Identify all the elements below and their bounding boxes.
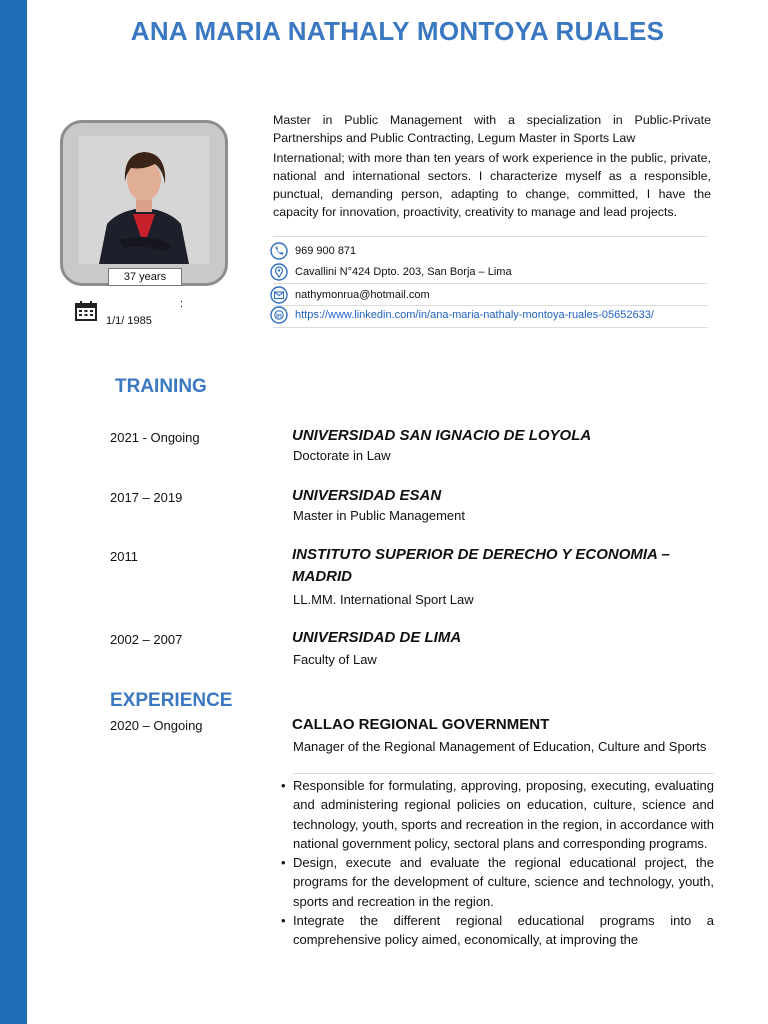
divider <box>273 236 708 237</box>
summary-paragraph-2: International; with more than ten years of work experience in the public, private, national and international sectors. I characterize myself as a responsible, punctual, demanding person, adapting to change, committed, I have the capacity for innovation, proactivity, creativity to manage and lead projects. <box>273 151 711 219</box>
training-degree: Doctorate in Law <box>293 448 391 463</box>
profile-photo <box>79 136 209 264</box>
training-date: 2011 <box>110 549 138 564</box>
contact-address <box>270 263 512 281</box>
location-icon <box>270 263 288 281</box>
training-degree: Faculty of Law <box>293 652 377 667</box>
birth-colon: : <box>180 298 184 310</box>
email-icon <box>270 286 288 304</box>
phone-number: 969 900 871 <box>295 245 357 257</box>
training-date: 2021 - Ongoing <box>110 430 200 445</box>
svg-text:in: in <box>276 312 282 320</box>
training-degree: Master in Public Management <box>293 508 465 523</box>
phone-icon <box>270 242 288 260</box>
contact-linkedin[interactable] <box>270 306 654 324</box>
profile-summary <box>273 111 711 221</box>
training-institution: UNIVERSIDAD ESAN <box>292 487 442 504</box>
divider <box>293 773 714 774</box>
address-text: Cavallini N°424 Dpto. 203, San Borja – Lima <box>295 266 512 278</box>
experience-organization: CALLAO REGIONAL GOVERNMENT <box>292 716 550 733</box>
linkedin-url[interactable]: https://www.linkedin.com/in/ana-maria-nathaly-montoya-ruales-05652633/ <box>295 309 654 321</box>
responsibility-text: Integrate the different regional educational programs into a comprehensive policy aimed, economically, at improving the <box>293 913 714 948</box>
training-date: 2002 – 2007 <box>110 632 183 647</box>
experience-responsibilities <box>281 776 714 950</box>
training-institution: UNIVERSIDAD SAN IGNACIO DE LOYOLA <box>292 427 592 444</box>
list-item <box>281 911 714 950</box>
email-address[interactable]: nathymonrua@hotmail.com <box>295 289 430 301</box>
contact-phone <box>270 242 356 260</box>
bullet-icon: • <box>281 855 286 871</box>
bullet-icon: • <box>281 778 286 793</box>
calendar-icon <box>75 301 97 321</box>
list-item <box>281 853 714 911</box>
contact-email[interactable] <box>270 286 430 304</box>
responsibility-text: Design, execute and evaluate the regional educational project, the programs for the development of culture, science and technology, youth, sports and recreation in the region. <box>293 855 714 909</box>
experience-date: 2020 – Ongoing <box>110 718 203 733</box>
divider <box>273 327 708 328</box>
list-item <box>281 776 714 853</box>
profile-photo-frame <box>60 120 228 286</box>
training-date: 2017 – 2019 <box>110 490 183 505</box>
responsibility-text: Responsible for formulating, approving, proposing, executing, evaluating and administering regional policies on education, culture, science and technology, youth, sports and recreation in the region, in accordance with national government policy, sectoral plans and corresponding programs. <box>293 778 714 851</box>
birth-date: 1/1/ 1985 <box>106 315 152 327</box>
experience-role: Manager of the Regional Management of Education, Culture and Sports <box>293 739 707 754</box>
divider <box>273 283 708 284</box>
bullet-icon: • <box>281 913 286 929</box>
training-institution: UNIVERSIDAD DE LIMA <box>292 629 462 646</box>
training-degree: LL.MM. International Sport Law <box>293 592 474 607</box>
age-label: 37 years <box>108 268 182 286</box>
training-heading: TRAINING <box>115 376 207 397</box>
page-title: ANA MARIA NATHALY MONTOYA RUALES <box>130 16 665 46</box>
experience-heading: EXPERIENCE <box>110 690 233 711</box>
summary-paragraph-1: Master in Public Management with a specialization in Public-Private Partnerships and Public Contracting, Legum Master in Sports Law <box>273 113 711 145</box>
left-accent-bar <box>0 0 27 1024</box>
training-institution: INSTITUTO SUPERIOR DE DERECHO Y ECONOMIA – MADRID <box>292 546 670 585</box>
linkedin-icon <box>270 306 288 324</box>
